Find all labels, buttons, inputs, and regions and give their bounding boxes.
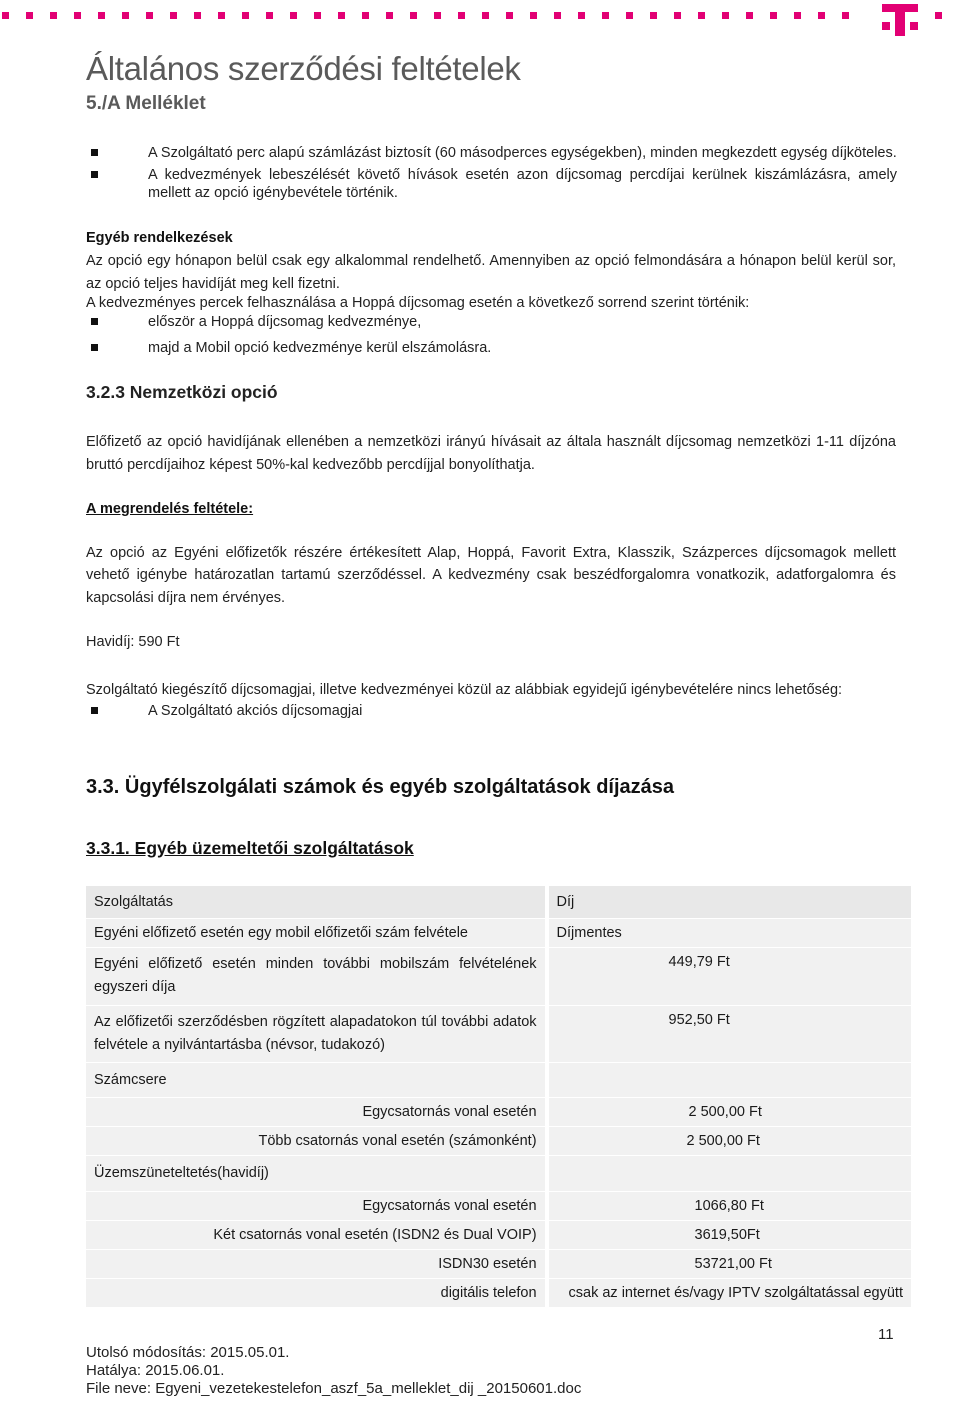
table-cell-service: ISDN30 esetén [86,1249,545,1278]
table-cell-service: Több csatornás vonal esetén (számonként) [86,1127,545,1156]
table-row [86,919,911,948]
brand-dot [266,12,273,19]
brand-dot [314,12,321,19]
column-header-fee: Díj [549,886,911,919]
table-row [86,948,911,1005]
section-331-heading: 3.3.1. Egyéb üzemeltetői szolgáltatások [86,838,414,858]
table-row [86,1191,911,1220]
table-cell-fee: 3619,50Ft [549,1220,911,1249]
brand-dot [338,12,345,19]
header-brand-row [0,0,960,42]
table-cell-fee [549,1156,911,1191]
table-cell-service: Az előfizetői szerződésben rögzített alapadatokon túl további adatok felvétele a nyilvántartásba (névsor, tudakozó) [86,1005,545,1062]
table-cell-service: digitális telefon [86,1278,545,1307]
brand-dot [386,12,393,19]
list-item: először a Hoppá díjcsomag kedvezménye, [86,313,897,331]
brand-dot [26,12,33,19]
brand-dot [746,12,753,19]
usage-order-list [117,313,897,361]
exclusion-list [117,702,897,724]
table-header-row [86,886,911,919]
brand-dot [434,12,441,19]
page-number: 11 [878,1326,894,1343]
exclusion-para: Szolgáltató kiegészítő díjcsomagjai, illetve kedvezményei közül az alábbiak egyidejű igénybevételére nincs lehetőség: [86,682,843,698]
order-condition-heading: A megrendelés feltétele: [86,501,254,517]
table-cell-service: Egyéni előfizető esetén egy mobil előfizetői szám felvétele [86,919,545,948]
table-row [86,1005,911,1062]
intro-bullet-list [117,144,897,206]
brand-dot [2,12,9,19]
monthly-fee: Havidíj: 590 Ft [86,634,180,650]
table-row [86,1220,911,1249]
table-row [86,1063,911,1098]
brand-dot [554,12,561,19]
list-item: majd a Mobil opció kedvezménye kerül elszámolásra. [86,339,897,357]
table-row [86,1127,911,1156]
brand-dot [50,12,57,19]
section-33-heading: 3.3. Ügyfélszolgálati számok és egyéb szolgáltatások díjazása [86,776,675,798]
brand-dot [794,12,801,19]
telekom-t-logo-icon [880,2,920,40]
brand-dot [74,12,81,19]
brand-dot [818,12,825,19]
table-cell-service: Egyéni előfizető esetén minden további mobilszám felvételének egyszeri díja [86,948,545,1005]
document-title: Általános szerződési feltételek [86,50,521,87]
usage-order-para: A kedvezményes percek felhasználása a Hoppá díjcsomag esetén a következő sorrend szerint történik: [86,295,750,311]
brand-dot [530,12,537,19]
other-provisions-heading: Egyéb rendelkezések [86,230,233,246]
brand-dot [170,12,177,19]
brand-dot [194,12,201,19]
brand-dot [290,12,297,19]
list-item: A Szolgáltató akciós díjcsomagjai [86,702,897,720]
table-row [86,1098,911,1127]
order-condition-para: Az opció az Egyéni előfizetők részére értékesített Alap, Hoppá, Favorit Extra, Klasszik, Százperces díjcsomagok mellett vehető igénybe határozatlan tartamú szerződéssel. A kedvezmény csak beszédforgalomra vonatkozik, adatforgalomra és kapcsolási díjra nem érvényes. [86,545,896,606]
table-cell-service: Két csatornás vonal esetén (ISDN2 és Dual VOIP) [86,1220,545,1249]
table-row [86,1278,911,1307]
table-cell-fee: 2 500,00 Ft [549,1127,911,1156]
list-item: A Szolgáltató perc alapú számlázást biztosít (60 másodperces egységekben), minden megkezdett egység díjköteles. [86,144,897,162]
table-cell-fee: 1066,80 Ft [549,1191,911,1220]
brand-dot [842,12,849,19]
table-cell-fee: 952,50 Ft [549,1005,911,1062]
table-row [86,1249,911,1278]
table-cell-service: Egycsatornás vonal esetén [86,1191,545,1220]
brand-dot [458,12,465,19]
brand-dot [482,12,489,19]
brand-dot [98,12,105,19]
table-cell-fee: csak az internet és/vagy IPTV szolgáltatással együtt [549,1278,911,1307]
brand-dot [698,12,705,19]
brand-dot [602,12,609,19]
other-provisions-para: Az opció egy hónapon belül csak egy alkalommal rendelhető. Amennyiben az opció felmondására a hónapon belül kerül sor, az opció teljes havidíját meg kell fizetni. [86,253,896,293]
document-subtitle: 5./A Melléklet [86,93,206,114]
brand-dot [722,12,729,19]
brand-dot [218,12,225,19]
footer-filename: File neve: Egyeni_vezetekestelefon_aszf_5a_melleklet_dij _20150601.doc [86,1380,582,1397]
table-row [86,1156,911,1191]
brand-dot [935,12,942,19]
column-header-service: Szolgáltatás [86,886,545,919]
footer-modified: Utolsó módosítás: 2015.05.01. [86,1344,290,1361]
table-cell-fee: 449,79 Ft [549,948,911,1005]
brand-dot [650,12,657,19]
brand-dot [410,12,417,19]
brand-dot [146,12,153,19]
brand-dot [242,12,249,19]
section-323-para: Előfizető az opció havidíjának ellenében a nemzetközi irányú hívásait az általa használt díjcsomag nemzetközi 1-11 díjzóna bruttó percdíjaihoz képest 50%-kal kedvezőbb percdíjjal bonyolíthatja. [86,434,896,474]
brand-dot [506,12,513,19]
table-cell-fee [549,1063,911,1098]
table-cell-service: Üzemszüneteltetés(havidíj) [86,1156,545,1191]
section-323-heading: 3.2.3 Nemzetközi opció [86,382,278,402]
table-cell-service: Számcsere [86,1063,545,1098]
brand-dot [770,12,777,19]
brand-dot [362,12,369,19]
table-cell-fee: 2 500,00 Ft [549,1098,911,1127]
brand-dot [626,12,633,19]
brand-dot [578,12,585,19]
brand-dot [122,12,129,19]
table-cell-fee: Díjmentes [549,919,911,948]
table-cell-fee: 53721,00 Ft [549,1249,911,1278]
footer-effective: Hatálya: 2015.06.01. [86,1362,225,1379]
fee-table [86,886,911,1308]
list-item: A kedvezmények lebeszélését követő hívások esetén azon díjcsomag percdíjai kerülnek kiszámlázásra, amely mellett az opció igénybevétele történik. [86,166,897,202]
table-cell-service: Egycsatornás vonal esetén [86,1098,545,1127]
brand-dot [674,12,681,19]
